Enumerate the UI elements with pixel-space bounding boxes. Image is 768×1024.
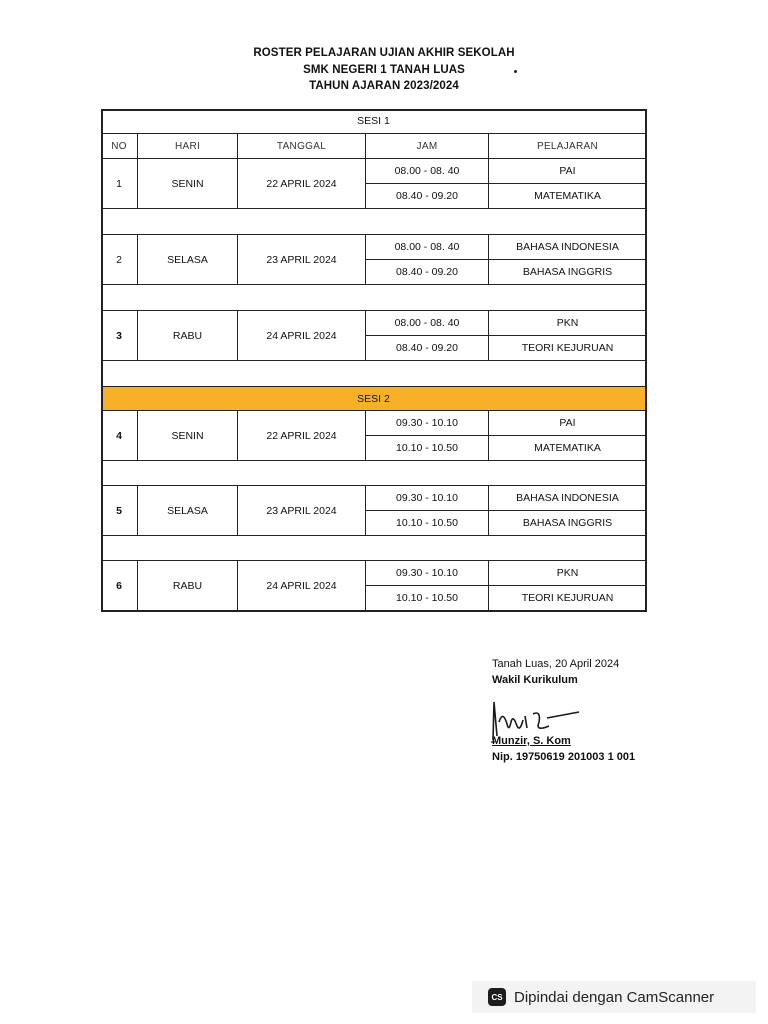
- row-pelajaran: BAHASA INGGRIS: [489, 260, 647, 285]
- header-hari: HARI: [138, 134, 238, 159]
- row-no: 4: [101, 411, 138, 461]
- row-no: 3: [101, 311, 138, 361]
- row-tanggal: 22 APRIL 2024: [238, 411, 366, 461]
- row-hari: SELASA: [138, 486, 238, 536]
- signature-place-date: Tanah Luas, 20 April 2024: [492, 658, 620, 670]
- spacer-row: [101, 536, 647, 561]
- row-jam: 08.40 - 09.20: [366, 260, 489, 285]
- row-pelajaran: PKN: [489, 311, 647, 336]
- row-hari: SENIN: [138, 411, 238, 461]
- row-pelajaran: TEORI KEJURUAN: [489, 586, 647, 611]
- row-hari: SELASA: [138, 235, 238, 285]
- camscanner-watermark: [472, 981, 756, 1013]
- header-jam: JAM: [366, 134, 489, 159]
- row-pelajaran: PKN: [489, 561, 647, 586]
- row-tanggal: 23 APRIL 2024: [238, 235, 366, 285]
- spacer-row: [101, 209, 647, 235]
- row-jam: 08.00 - 08. 40: [366, 159, 489, 184]
- signature-role: Wakil Kurikulum: [492, 674, 578, 686]
- header-tanggal: TANGGAL: [238, 134, 366, 159]
- row-pelajaran: BAHASA INGGRIS: [489, 511, 647, 536]
- row-tanggal: 22 APRIL 2024: [238, 159, 366, 209]
- row-tanggal: 24 APRIL 2024: [238, 561, 366, 611]
- speck: [514, 70, 517, 73]
- academic-year: TAHUN AJARAN 2023/2024: [309, 80, 459, 92]
- school-name: SMK NEGERI 1 TANAH LUAS: [303, 64, 465, 76]
- camscanner-text: Dipindai dengan CamScanner: [514, 988, 715, 1006]
- row-pelajaran: TEORI KEJURUAN: [489, 336, 647, 361]
- row-jam: 08.40 - 09.20: [366, 336, 489, 361]
- row-jam: 09.30 - 10.10: [366, 486, 489, 511]
- row-no: 5: [101, 486, 138, 536]
- row-pelajaran: BAHASA INDONESIA: [489, 486, 647, 511]
- header-pelajaran: PELAJARAN: [489, 134, 647, 159]
- row-pelajaran: MATEMATIKA: [489, 436, 647, 461]
- row-jam: 08.40 - 09.20: [366, 184, 489, 209]
- header-no: NO: [101, 134, 138, 159]
- row-pelajaran: PAI: [489, 159, 647, 184]
- row-jam: 09.30 - 10.10: [366, 411, 489, 436]
- row-pelajaran: BAHASA INDONESIA: [489, 235, 647, 260]
- row-jam: 08.00 - 08. 40: [366, 311, 489, 336]
- doc-title: ROSTER PELAJARAN UJIAN AKHIR SEKOLAH: [253, 47, 515, 59]
- schedule-table: [101, 109, 647, 612]
- row-tanggal: 24 APRIL 2024: [238, 311, 366, 361]
- spacer-row: [101, 461, 647, 486]
- row-hari: RABU: [138, 311, 238, 361]
- row-no: 1: [101, 159, 138, 209]
- spacer-row: [101, 361, 647, 387]
- row-pelajaran: PAI: [489, 411, 647, 436]
- row-jam: 08.00 - 08. 40: [366, 235, 489, 260]
- session-1-label: SESI 1: [101, 109, 647, 134]
- session-2-label: SESI 2: [101, 387, 647, 411]
- signature-name: Munzir, S. Kom: [492, 735, 571, 747]
- signature-nip: Nip. 19750619 201003 1 001: [492, 751, 636, 763]
- row-pelajaran: MATEMATIKA: [489, 184, 647, 209]
- row-no: 2: [101, 235, 138, 285]
- row-hari: SENIN: [138, 159, 238, 209]
- row-hari: RABU: [138, 561, 238, 611]
- row-no: 6: [101, 561, 138, 611]
- row-jam: 10.10 - 10.50: [366, 436, 489, 461]
- row-jam: 10.10 - 10.50: [366, 586, 489, 611]
- row-tanggal: 23 APRIL 2024: [238, 486, 366, 536]
- spacer-row: [101, 285, 647, 311]
- camscanner-logo-icon: CS: [488, 988, 506, 1006]
- row-jam: 09.30 - 10.10: [366, 561, 489, 586]
- row-jam: 10.10 - 10.50: [366, 511, 489, 536]
